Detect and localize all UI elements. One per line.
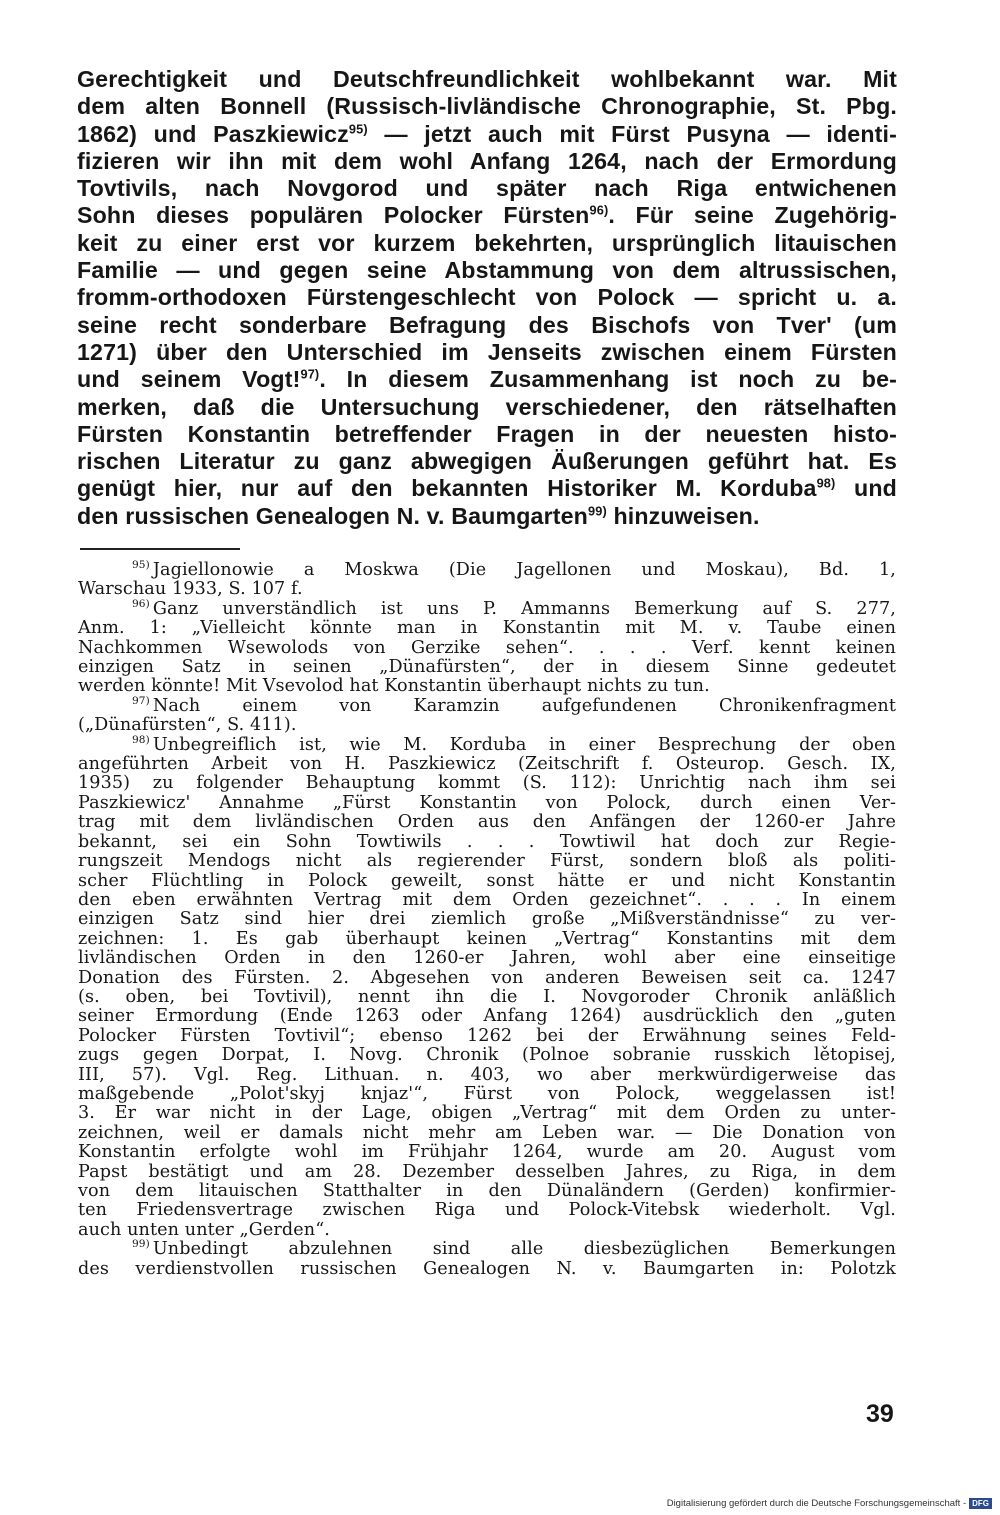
footnote-line: zugs gegen Dorpat, I. Novg. Chronik (Polnoe sobranie russkich lětopisej, bbox=[78, 1045, 896, 1066]
footnote-line: livländischen Orden in den 1260-er Jahren, wohl aber eine einseitige bbox=[78, 948, 896, 969]
text-line: Gerechtigkeit und Deutschfreundlichkeit wohlbekannt war. Mit bbox=[77, 66, 897, 92]
footnote-96: $^{96)}$ Ganz unverständlich ist uns P. Ammanns Bemerkung auf S. 277, bbox=[132, 597, 896, 619]
footnote-line: (s. oben, bei Tovtivil), nennt ihn die I. Novgoroder Chronik anläßlich bbox=[78, 986, 896, 1007]
digitization-footer bbox=[667, 1498, 992, 1509]
footnote-line: von dem litauischen Statthalter in den Dünaländern (Gerden) konfirmier- bbox=[78, 1181, 896, 1201]
page-number: 39 bbox=[866, 1400, 894, 1428]
footnote-ref-95[interactable]: 95) bbox=[348, 120, 368, 136]
footnote-line: seiner Ermordung (Ende 1263 oder Anfang 1264) ausdrücklich den „guten bbox=[78, 1006, 896, 1027]
dfg-logo-icon: DFG bbox=[969, 1498, 992, 1509]
footnote-ref-98[interactable]: 98) bbox=[816, 475, 836, 491]
text-line: rischen Literatur zu ganz abwegigen Äußerungen geführt hat. Es bbox=[77, 448, 897, 475]
footnote-ref-97[interactable]: 97) bbox=[300, 366, 320, 382]
footnote-line: („Dünafürsten“, S. 411). bbox=[78, 715, 297, 736]
footnote-line: 1935) zu folgender Behauptung kommt (S. 112): Unrichtig nach ihm sei bbox=[78, 773, 896, 794]
footnote-95: $^{95)}$ Jagiellonowie a Moskwa (Die Jagellonen und Moskau), Bd. 1, bbox=[132, 559, 896, 580]
footnote-line: Paszkiewicz' Annahme „Fürst Konstantin von Polock, durch einen Ver- bbox=[78, 792, 896, 813]
text-line: keit zu einer erst vor kurzem bekehrten, ursprünglich litauischen bbox=[77, 229, 897, 256]
footnote-line: angeführten Arbeit von H. Paszkiewicz (Zeitschrift f. Osteurop. Gesch. IX, bbox=[78, 754, 896, 775]
text-line: Sohn dieses populären Polocker Fürsten$^{96)}$. Für seine Zugehörig- bbox=[77, 202, 898, 229]
footnote-98: $^{98)}$ Unbegreiflich ist, wie M. Korduba in einer Besprechung der oben bbox=[132, 733, 896, 755]
footnote-line: werden könnte! Mit Vsevolod hat Konstantin überhaupt nichts zu tun. bbox=[78, 676, 710, 697]
text-line: merken, daß die Untersuchung verschiedener, den rätselhaften bbox=[77, 393, 897, 420]
footnote-number: 97) bbox=[132, 694, 150, 707]
footnote-line: einzigen Satz in seinen „Dünafürsten“, der in diesem Sinne gedeutet bbox=[78, 657, 896, 678]
footnote-line: Polocker Fürsten Tovtivil“; ebenso 1262 bei der Erwähnung seines Feld- bbox=[78, 1025, 896, 1046]
footnote-99: $^{99)}$ Unbedingt abzulehnen sind alle diesbezüglichen Bemerkungen bbox=[132, 1238, 896, 1260]
footnote-line: Anm. 1: „Vielleicht könnte man in Konstantin mit M. v. Taube einen bbox=[78, 618, 896, 639]
footnote-line: ten Friedensvertrage zwischen Riga und Polock-Vitebsk wiederholt. Vgl. bbox=[78, 1200, 896, 1221]
text-line: seine recht sonderbare Befragung des Bischofs von Tver' (um bbox=[77, 311, 897, 338]
footnote-ref-96[interactable]: 96) bbox=[589, 202, 609, 218]
main-text-block bbox=[77, 66, 897, 530]
text-line: fizieren wir ihn mit dem wohl Anfang 1264, nach der Ermordung bbox=[77, 147, 897, 174]
footnote-line: Nachkommen Wsewolods von Gerzike sehen“. . . . Verf. kennt keinen bbox=[78, 637, 896, 658]
text-line: genügt hier, nur auf den bekannten Historiker M. Korduba$^{98)}$ und bbox=[77, 475, 897, 502]
footnote-line: einzigen Satz sind hier drei ziemlich große „Mißverständnisse“ zu ver- bbox=[78, 909, 896, 930]
text-line: Tovtivils, nach Novgorod und später nach Riga entwichenen bbox=[77, 175, 897, 202]
footnotes-block bbox=[78, 561, 896, 1279]
footnote-line: Papst bestätigt und am 28. Dezember desselben Jahres, zu Riga, in dem bbox=[78, 1161, 896, 1182]
footnote-line: maßgebende „Polot'skyj knjaz'“, Fürst von Polock, weggelassen ist! bbox=[78, 1083, 896, 1104]
footnote-line: auch unten unter „Gerden“. bbox=[78, 1219, 330, 1240]
footnote-number: 98) bbox=[132, 733, 150, 746]
footnote-line: scher Flüchtling in Polock geweilt, sonst hätte er und nicht Konstantin bbox=[78, 870, 896, 891]
footnote-number: 99) bbox=[132, 1238, 150, 1251]
footnote-line: rungszeit Mendogs nicht als regierender Fürst, sondern bloß als politi- bbox=[78, 851, 896, 872]
text-line: den russischen Genealogen N. v. Baumgarten$^{99)}$ hinzuweisen. bbox=[77, 502, 760, 529]
text-line: fromm-orthodoxen Fürstengeschlecht von Polock — spricht u. a. bbox=[77, 284, 897, 311]
text-line: 1862) und Paszkiewicz$^{95)}$ — jetzt auch mit Fürst Pusyna — identi- bbox=[77, 120, 897, 147]
footnote-line: bekannt, sei ein Sohn Towtiwils . . . Towtiwil hat doch zur Regie- bbox=[78, 831, 896, 852]
text-line: und seinem Vogt!$^{97)}$. In diesem Zusammenhang ist noch zu be- bbox=[77, 366, 898, 393]
footer-text: Digitalisierung gefördert durch die Deutsche Forschungsgemeinschaft - bbox=[666, 1498, 967, 1509]
footnote-line: III, 57). Vgl. Reg. Lithuan. n. 403, wo aber merkwürdigerweise das bbox=[78, 1064, 896, 1085]
footnote-line: den eben erwähnten Vertrag mit dem Orden gezeichnet“. . . . In einem bbox=[78, 889, 896, 910]
text-line: Familie — und gegen seine Abstammung von dem altrussischen, bbox=[77, 257, 897, 284]
footnote-line: zeichnen: 1. Es gab überhaupt keinen „Vertrag“ Konstantins mit dem bbox=[78, 928, 896, 949]
footnote-line: des verdienstvollen russischen Genealogen N. v. Baumgarten in: Polotzk bbox=[78, 1258, 896, 1279]
footnote-ref-99[interactable]: 99) bbox=[587, 503, 607, 519]
text-line: Fürsten Konstantin betreffender Fragen in der neuesten histo- bbox=[77, 420, 897, 447]
footnote-divider bbox=[80, 548, 240, 550]
footnote-line: Konstantin erfolgte wohl im Frühjahr 1264, wurde am 20. August vom bbox=[78, 1142, 896, 1163]
footnote-line: 3. Er war nicht in der Lage, obigen „Vertrag“ mit dem Orden zu unter- bbox=[78, 1103, 896, 1124]
footnote-line: trag mit dem livländischen Orden aus den Anfängen der 1260-er Jahre bbox=[78, 812, 896, 833]
footnote-line: Donation des Fürsten. 2. Abgesehen von anderen Beweisen seit ca. 1247 bbox=[78, 967, 896, 988]
footnote-number: 96) bbox=[132, 597, 150, 610]
footnote-number: 95) bbox=[132, 559, 150, 572]
footnote-line: zeichnen, weil er damals nicht mehr am Leben war. — Die Donation von bbox=[78, 1122, 896, 1143]
text-line: dem alten Bonnell (Russisch-livländische Chronographie, St. Pbg. bbox=[77, 93, 897, 120]
footnote-line: Warschau 1933, S. 107 f. bbox=[78, 579, 303, 600]
footnote-97: $^{97)}$ Nach einem von Karamzin aufgefundenen Chronikenfragment bbox=[132, 694, 896, 716]
text-line: 1271) über den Unterschied im Jenseits zwischen einem Fürsten bbox=[77, 338, 897, 365]
